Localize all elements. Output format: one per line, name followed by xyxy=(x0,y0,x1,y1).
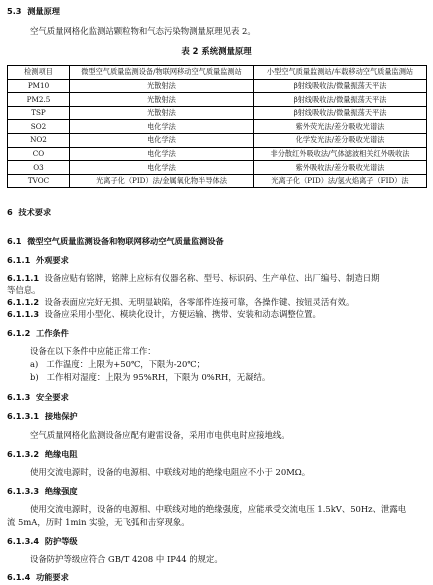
section-number: 5.3 xyxy=(7,6,22,16)
section-6-1-3-3-heading xyxy=(7,486,78,497)
section-number: 6.1.3.1 xyxy=(7,411,40,421)
table-cell: PM2.5 xyxy=(8,93,70,107)
section-title: 绝缘强度 xyxy=(44,486,78,496)
list-text: 工作温度：上限为+50℃，下限为-20℃； xyxy=(46,359,206,369)
table-row xyxy=(8,174,427,188)
table-cell: SO2 xyxy=(8,120,70,134)
section-6-heading xyxy=(7,207,51,218)
table-row xyxy=(8,133,427,147)
table-cell: TSP xyxy=(8,106,70,120)
table-title: 表 2 系统测量原理 xyxy=(181,46,252,56)
table-header-cell: 检测项目 xyxy=(8,66,70,80)
table-header-cell: 小型空气质量监测站/车载移动空气质量监测站 xyxy=(254,66,427,80)
work-conditions-intro: 设备在以下条件中应能正常工作： xyxy=(30,346,156,356)
section-title: 功能要求 xyxy=(36,572,69,582)
table-cell: NO2 xyxy=(8,133,70,147)
section-number: 6.1.3 xyxy=(7,392,31,402)
section-6-1-3-4-heading xyxy=(7,536,78,547)
section-number: 6.1.3.2 xyxy=(7,449,40,459)
clause-6-1-1-1 xyxy=(7,273,427,284)
section-title: 接地保护 xyxy=(44,411,78,421)
clause-text: 设备应贴有铭牌，铭牌上应标有仪器名称、型号、标识码、生产单位、出厂编号、制造日期 xyxy=(44,273,380,283)
section-6-1-3-heading xyxy=(7,392,69,403)
measurement-table xyxy=(7,65,427,188)
insulation-strength-continuation: 流 5mA，历时 1min 实验，无飞弧和击穿现象。 xyxy=(7,517,190,527)
work-condition-a xyxy=(30,359,205,370)
section-number: 6.1.3.3 xyxy=(7,486,40,496)
clause-6-1-1-3 xyxy=(7,309,427,320)
section-6-1-4-heading xyxy=(7,572,69,583)
section-number: 6.1.3.4 xyxy=(7,536,40,546)
table-row xyxy=(8,161,427,175)
section-title: 工作条件 xyxy=(36,328,69,338)
section-title: 安全要求 xyxy=(36,392,69,402)
grounding-paragraph: 空气质量网格化监测设备应配有避雷设备，采用市电供电时应接地线。 xyxy=(30,430,290,440)
section-number: 6 xyxy=(7,207,13,217)
table-cell: β射线吸收法/微量振荡天平法 xyxy=(254,106,427,120)
section-title: 外观要求 xyxy=(36,255,69,265)
section-6-1-heading xyxy=(7,236,224,247)
clause-continuation: 等信息。 xyxy=(7,285,41,295)
table-row xyxy=(8,93,427,107)
clause-number: 6.1.1.2 xyxy=(7,297,40,307)
list-text: 工作相对湿度：上限为 95%RH，下限为 0%RH，无凝结。 xyxy=(46,372,271,382)
work-condition-b xyxy=(30,372,270,383)
section-number: 6.1 xyxy=(7,236,22,246)
section-number: 6.1.1 xyxy=(7,255,31,265)
clause-number: 6.1.1.3 xyxy=(7,309,40,319)
list-label: b) xyxy=(30,372,39,382)
table-cell: 电化学法 xyxy=(70,120,254,134)
list-label: a) xyxy=(30,359,39,369)
table-cell: 光离子化（PID）法/金属氧化物半导体法 xyxy=(70,174,254,188)
table-row xyxy=(8,120,427,134)
table-cell: 电化学法 xyxy=(70,133,254,147)
table-cell: 紫外吸收法/差分吸收光谱法 xyxy=(254,161,427,175)
table-cell: 光散射法 xyxy=(70,106,254,120)
section-title: 测量原理 xyxy=(27,6,60,16)
table-cell: 光散射法 xyxy=(70,79,254,93)
insulation-strength-paragraph: 使用交流电源时，设备的电源相、中联线对地的绝缘强度，应能承受交流电压 1.5kV、50Hz、泄露电 xyxy=(30,504,407,514)
section-number: 6.1.4 xyxy=(7,572,31,582)
table-cell: 紫外荧光法/差分吸收光谱法 xyxy=(254,120,427,134)
table-cell: β射线吸收法/微量振荡天平法 xyxy=(254,93,427,107)
table-header-cell: 微型空气质量监测设备/物联网移动空气质量监测站 xyxy=(70,66,254,80)
table-row xyxy=(8,147,427,161)
section-title: 防护等级 xyxy=(44,536,78,546)
section-title: 绝缘电阻 xyxy=(44,449,78,459)
section-6-1-2-heading xyxy=(7,328,69,339)
table-cell: 非分散红外吸收法/气体滤波相关红外吸收法 xyxy=(254,147,427,161)
section-title: 技术要求 xyxy=(18,207,52,217)
table-cell: O3 xyxy=(8,161,70,175)
table-row xyxy=(8,79,427,93)
table-cell: 光离子化（PID）法/氢火焰离子（FID）法 xyxy=(254,174,427,188)
insulation-resistance-paragraph: 使用交流电源时，设备的电源相、中联线对地的绝缘电阻应不小于 20MΩ。 xyxy=(30,467,311,477)
intro-paragraph: 空气质量网格化监测站颗粒物和气态污染物测量原理见表 2。 xyxy=(30,26,256,36)
section-number: 6.1.2 xyxy=(7,328,31,338)
table-cell: β射线吸收法/微量振荡天平法 xyxy=(254,79,427,93)
protection-level-paragraph: 设备防护等级应符合 GB/T 4208 中 IP44 的规定。 xyxy=(30,554,223,564)
table-cell: TVOC xyxy=(8,174,70,188)
clause-6-1-1-2 xyxy=(7,297,427,308)
table-cell: 化学发光法/差分吸收光谱法 xyxy=(254,133,427,147)
section-title: 微型空气质量监测设备和物联网移动空气质量监测设备 xyxy=(27,236,224,246)
table-row xyxy=(8,106,427,120)
table-cell: PM10 xyxy=(8,79,70,93)
section-6-1-3-2-heading xyxy=(7,449,78,460)
table-cell: 电化学法 xyxy=(70,147,254,161)
clause-text: 设备应采用小型化、模块化设计，方便运输、携带、安装和动态调整位置。 xyxy=(44,309,321,319)
table-cell: CO xyxy=(8,147,70,161)
clause-text: 设备表面应完好无损、无明显缺陷，各零部件连接可靠，各操作键、按钮灵活有效。 xyxy=(44,297,355,307)
section-6-1-1-heading xyxy=(7,255,69,266)
clause-number: 6.1.1.1 xyxy=(7,273,40,283)
table-cell: 光散射法 xyxy=(70,93,254,107)
section-6-1-3-1-heading xyxy=(7,411,78,422)
table-cell: 电化学法 xyxy=(70,161,254,175)
section-5-3-heading xyxy=(7,6,60,17)
